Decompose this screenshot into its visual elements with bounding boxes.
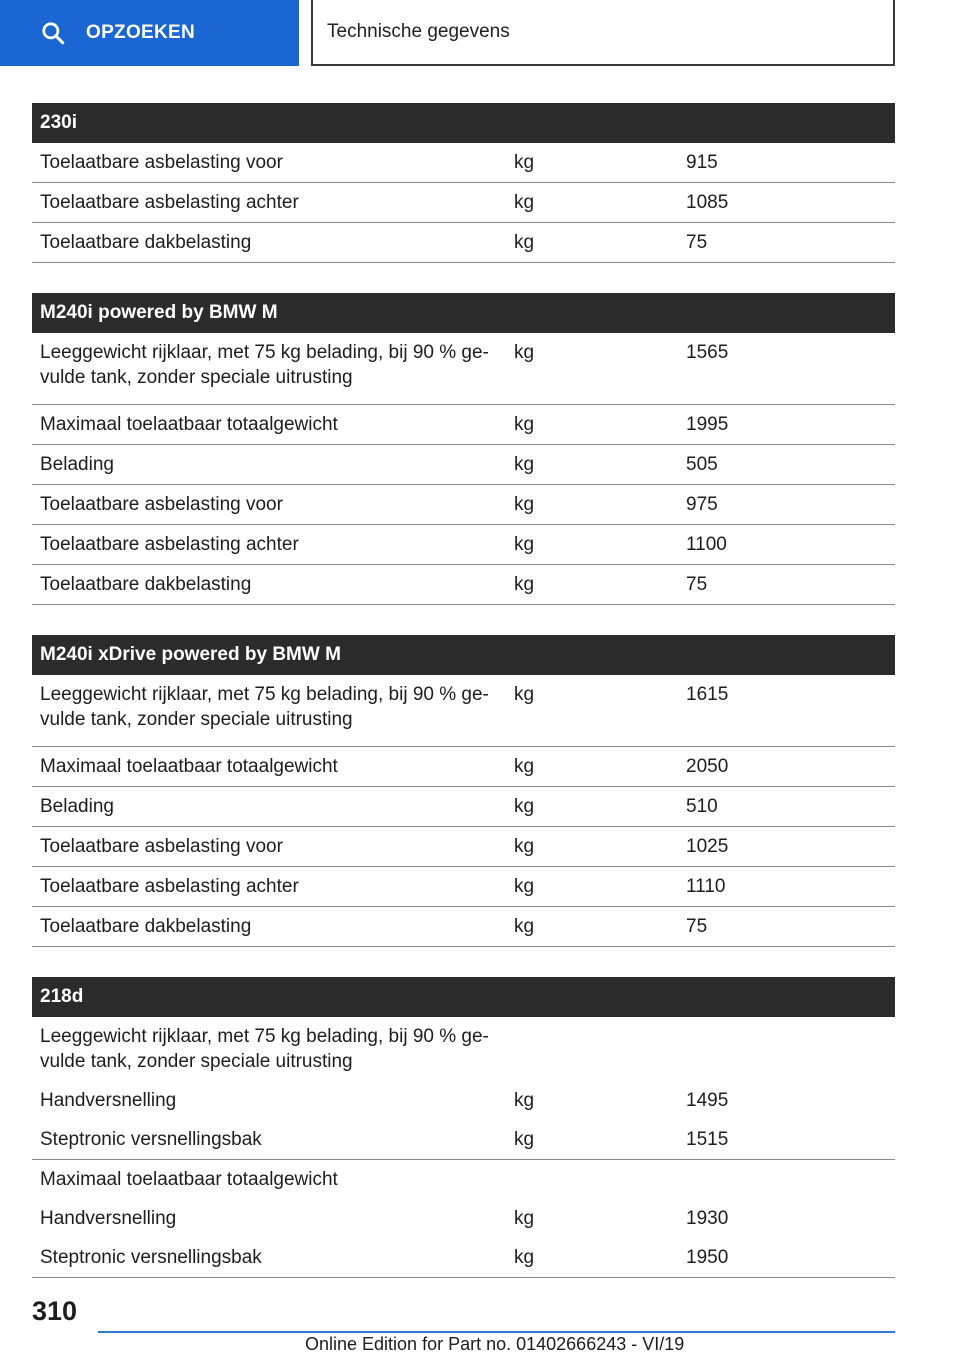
table-row — [32, 827, 895, 867]
row-value: 1110 — [678, 867, 895, 907]
table-row — [32, 907, 895, 947]
row-label: Toelaatbare dakbelasting — [32, 907, 506, 947]
row-label: Steptronic versnellingsbak — [32, 1238, 506, 1278]
row-label: Steptronic versnellingsbak — [32, 1120, 506, 1160]
row-unit: kg — [506, 565, 678, 605]
row-unit: kg — [514, 1090, 535, 1111]
row-unit: kg — [506, 867, 678, 907]
search-button[interactable] — [0, 0, 299, 66]
row-label: Handversnelling — [40, 1208, 177, 1229]
row-unit: kg — [506, 675, 678, 747]
row-unit: kg — [506, 445, 678, 485]
row-label: Toelaatbare dakbelasting — [32, 223, 506, 263]
row-value: 1615 — [678, 675, 895, 747]
table-row — [32, 1017, 895, 1081]
spec-tables — [32, 103, 895, 1308]
row-value: 75 — [678, 223, 895, 263]
row-label: Toelaatbare asbelasting voor — [32, 143, 506, 183]
row-unit: kg — [514, 1208, 535, 1229]
row-value: 1995 — [678, 405, 895, 445]
row-label: Toelaatbare asbelasting voor — [32, 827, 506, 867]
row-unit: kg — [506, 907, 678, 947]
row-unit: kg — [506, 405, 678, 445]
row-unit: kg — [506, 787, 678, 827]
table-row — [32, 675, 895, 747]
row-value: 1025 — [678, 827, 895, 867]
row-value: 1100 — [678, 525, 895, 565]
row-label: Leeggewicht rijklaar, met 75 kg belading, bij 90 % ge- vulde tank, zonder speciale uitrusting — [40, 1026, 489, 1072]
row-label: Maximaal toelaatbaar totaalgewicht — [32, 405, 506, 445]
row-label: Toelaatbare asbelasting achter — [32, 867, 506, 907]
row-value: 75 — [678, 907, 895, 947]
table-row — [32, 223, 895, 263]
table-row — [32, 565, 895, 605]
row-unit — [506, 1017, 678, 1081]
row-value: 1085 — [678, 183, 895, 223]
table-row — [32, 445, 895, 485]
table-row — [32, 143, 895, 183]
table-row — [32, 1081, 895, 1120]
row-unit: kg — [506, 223, 678, 263]
table-title: M240i powered by BMW M — [32, 293, 895, 333]
row-unit: kg — [506, 747, 678, 787]
row-value: 2050 — [678, 747, 895, 787]
row-value: 510 — [678, 787, 895, 827]
spec-table-m240i — [32, 293, 895, 605]
table-row — [32, 1120, 895, 1160]
row-unit: kg — [506, 525, 678, 565]
row-value: 1950 — [678, 1238, 895, 1278]
table-row — [32, 525, 895, 565]
search-button-label: OPZOEKEN — [86, 22, 196, 43]
row-unit: kg — [506, 333, 678, 405]
row-label: Belading — [32, 445, 506, 485]
row-unit — [506, 1160, 678, 1200]
row-value: 1565 — [678, 333, 895, 405]
spec-table-218d — [32, 977, 895, 1278]
table-row — [32, 1199, 895, 1238]
row-value: 75 — [678, 565, 895, 605]
row-value: 505 — [678, 445, 895, 485]
table-row — [32, 333, 895, 405]
row-label: Handversnelling — [40, 1090, 177, 1111]
row-value — [678, 1017, 895, 1081]
spec-table-230i — [32, 103, 895, 263]
row-unit: kg — [506, 1238, 678, 1278]
search-icon — [40, 20, 66, 46]
table-title: 218d — [32, 977, 895, 1017]
row-value: 915 — [678, 143, 895, 183]
footer-divider — [98, 1331, 895, 1333]
row-label: Toelaatbare asbelasting voor — [32, 485, 506, 525]
row-unit: kg — [506, 143, 678, 183]
spec-table-m240i-xdrive — [32, 635, 895, 947]
row-value: 1930 — [686, 1208, 729, 1229]
row-label: Belading — [32, 787, 506, 827]
row-label: Toelaatbare asbelasting achter — [32, 183, 506, 223]
table-row — [32, 787, 895, 827]
edition-text: Online Edition for Part no. 01402666243 - VI/19 — [305, 1334, 685, 1354]
row-label: Leeggewicht rijklaar, met 75 kg belading, bij 90 % ge- vulde tank, zonder speciale uitrusting — [32, 675, 506, 747]
row-unit: kg — [506, 1120, 678, 1160]
row-value — [678, 1160, 895, 1200]
section-title: Technische gegevens — [311, 0, 895, 66]
table-title: 230i — [32, 103, 895, 143]
row-value: 1515 — [678, 1120, 895, 1160]
table-row — [32, 405, 895, 445]
table-row — [32, 485, 895, 525]
table-row — [32, 1160, 895, 1200]
table-row — [32, 747, 895, 787]
row-label: Toelaatbare asbelasting achter — [32, 525, 506, 565]
row-label: Maximaal toelaatbaar totaalgewicht — [32, 747, 506, 787]
table-row — [32, 183, 895, 223]
row-unit: kg — [506, 183, 678, 223]
row-value: 975 — [678, 485, 895, 525]
row-label: Toelaatbare dakbelasting — [32, 565, 506, 605]
table-row — [32, 867, 895, 907]
row-label: Leeggewicht rijklaar, met 75 kg belading, bij 90 % ge- vulde tank, zonder speciale uitrusting — [32, 333, 506, 405]
page-number: 310 — [32, 1296, 78, 1326]
row-value: 1495 — [686, 1090, 729, 1111]
row-label: Maximaal toelaatbaar totaalgewicht — [40, 1169, 338, 1190]
table-row — [32, 1238, 895, 1278]
row-unit: kg — [506, 827, 678, 867]
row-unit: kg — [506, 485, 678, 525]
table-title: M240i xDrive powered by BMW M — [32, 635, 895, 675]
